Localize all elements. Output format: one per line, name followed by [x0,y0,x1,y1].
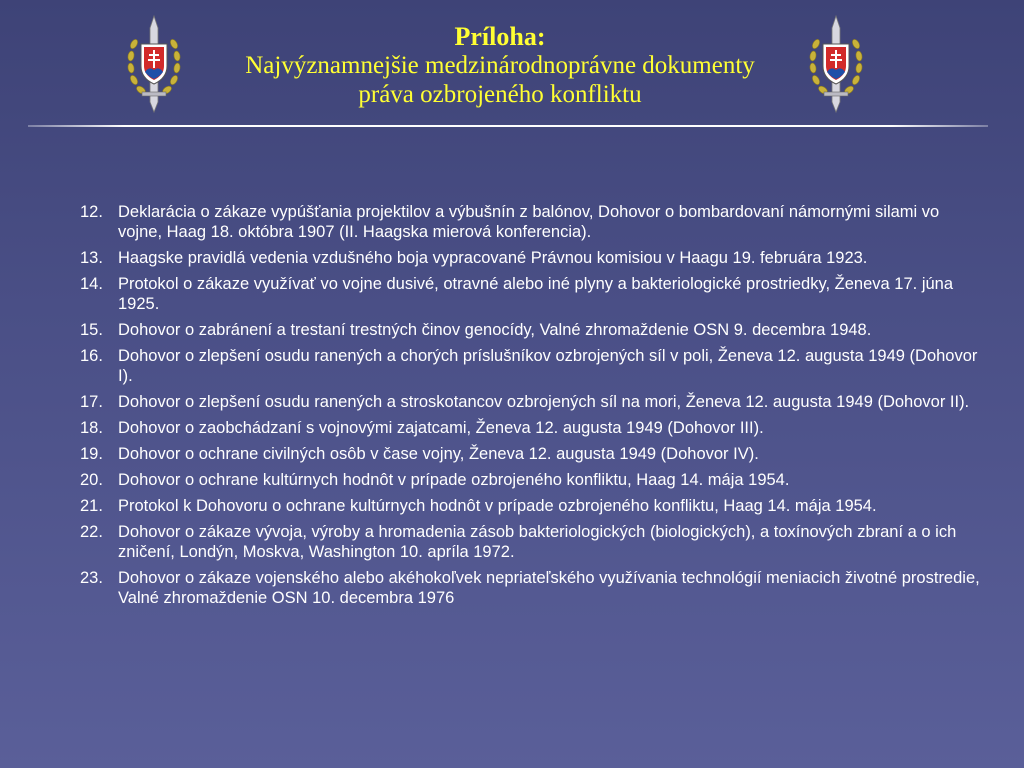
item-number: 16. [80,347,103,365]
document-list [74,202,984,614]
list-item [74,470,984,490]
header-divider [28,125,988,127]
item-number: 18. [80,419,103,437]
item-text: Deklarácia o zákaze vypúšťania projektilov a výbušnín z balónov, Dohovor o bombardovaní námornými silami vo vojne, Haag 18. októbra 1907 (II. Haagska mierová konferencia). [118,203,940,241]
item-text: Dohovor o zlepšení osudu ranených a stroskotancov ozbrojených síl na mori, Ženeva 12. augusta 1949 (Dohovor II). [118,393,970,411]
item-number: 22. [80,523,103,541]
item-number: 13. [80,249,103,267]
list-item [74,568,984,608]
item-text: Protokol k Dohovoru o ochrane kultúrnych hodnôt v prípade ozbrojeného konfliktu, Haag 14. mája 1954. [118,497,877,515]
item-number: 15. [80,321,103,339]
page-title: Príloha: [454,22,546,51]
item-text: Dohovor o ochrane kultúrnych hodnôt v prípade ozbrojeného konfliktu, Haag 14. mája 1954. [118,471,790,489]
military-emblem-right-icon [806,14,866,114]
item-number: 23. [80,569,103,587]
list-item [74,522,984,562]
item-text: Dohovor o zákaze vojenského alebo akéhokoľvek nepriateľského využívania technológií meniacich životné prostredie, Valné zhromaždenie OSN 10. decembra 1976 [118,569,980,607]
item-text: Dohovor o zabránení a trestaní trestných činov genocídy, Valné zhromaždenie OSN 9. decembra 1948. [118,321,872,339]
list-item [74,496,984,516]
list-item [74,418,984,438]
item-text: Protokol o zákaze využívať vo vojne dusivé, otravné alebo iné plyny a bakteriologické prostriedky, Ženeva 17. júna 1925. [118,275,954,313]
item-number: 20. [80,471,103,489]
item-text: Dohovor o zákaze vývoja, výroby a hromadenia zásob bakteriologických (biologických), a toxínových zbraní a o ich zničení, Londýn, Moskva, Washington 10. apríla 1972. [118,523,957,561]
military-emblem-left-icon [124,14,184,114]
list-item [74,320,984,340]
item-number: 12. [80,203,103,221]
item-text: Dohovor o zaobchádzaní s vojnovými zajatcami, Ženeva 12. augusta 1949 (Dohovor III). [118,419,764,437]
item-number: 19. [80,445,103,463]
item-text: Dohovor o zlepšení osudu ranených a chorých príslušníkov ozbrojených síl v poli, Ženeva 12. augusta 1949 (Dohovor I). [118,347,978,385]
page-subtitle-line1: Najvýznamnejšie medzinárodnoprávne dokumenty [245,52,755,79]
item-number: 14. [80,275,103,293]
header [200,22,800,109]
item-text: Haagske pravidlá vedenia vzdušného boja vypracované Právnou komisiou v Haagu 19. februára 1923. [118,249,868,267]
list-item [74,444,984,464]
item-number: 17. [80,393,103,411]
item-number: 21. [80,497,103,515]
list-item [74,248,984,268]
page-subtitle-line2: práva ozbrojeného konfliktu [358,81,642,108]
list-item [74,346,984,386]
list-item [74,392,984,412]
list-item [74,274,984,314]
list-item [74,202,984,242]
item-text: Dohovor o ochrane civilných osôb v čase vojny, Ženeva 12. augusta 1949 (Dohovor IV). [118,445,759,463]
